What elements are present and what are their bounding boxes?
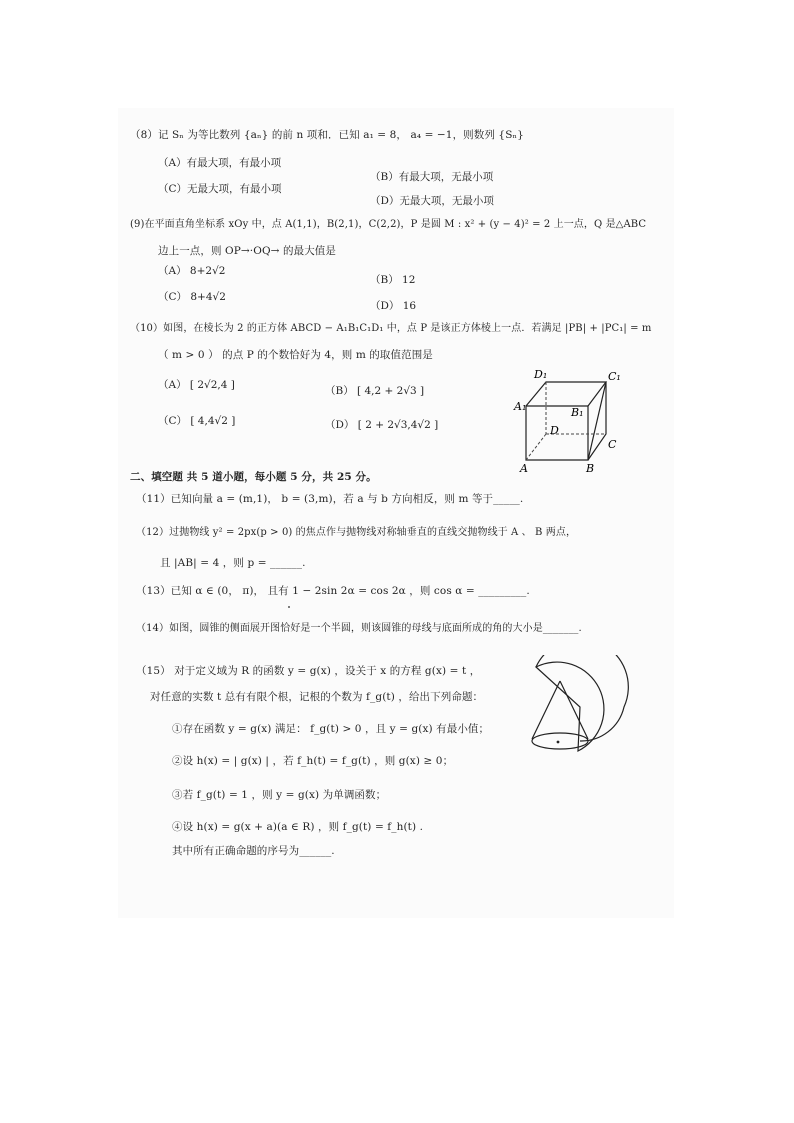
cone-base xyxy=(532,733,588,749)
q15-item2: ②设 h(x) = | g(x) | ，若 f_h(t) = f_g(t) ，则 g(x) ≥ 0； xyxy=(172,755,454,767)
q9-stem-line1: (9)在平面直角坐标系 xOy 中，点 A(1,1)，B(2,1)，C(2,2)，P 是圆 M : x² + (y − 4)² = 2 上一点，Q 是△ABC xyxy=(130,219,647,230)
q9-option-b: （B） 12 xyxy=(370,274,416,286)
q8-option-b: （B）有最大项，无最小项 xyxy=(370,171,494,183)
q10-option-a: （A） [ 2√2,4 ] xyxy=(158,379,235,391)
q10-option-d: （D） [ 2 + 2√3,4√2 ] xyxy=(325,419,439,431)
q10-option-c: （C） [ 4,4√2 ] xyxy=(158,415,236,427)
sector-shape xyxy=(536,662,604,751)
label-c1: C₁ xyxy=(608,370,621,383)
q12-line1: （12）过抛物线 y² = 2px(p > 0) 的焦点作与抛物线对称轴垂直的直线交抛物线于 A 、 B 两点， xyxy=(136,527,577,538)
q11: （11）已知向量 a = (m,1)， b = (3,m)，若 a 与 b 方向相反，则 m 等于_____. xyxy=(136,493,524,505)
q9-stem-line2: 边上一点，则 OP→·OQ→ 的最大值是 xyxy=(158,245,336,257)
q8-stem: （8）记 Sₙ 为等比数列 {aₙ} 的前 n 项和．已知 a₁ = 8， a₄ = −1，则数列 {Sₙ} xyxy=(130,129,524,141)
label-a: A xyxy=(520,462,528,475)
q13: （13）已知 α ∈ (0， π)， 且有 1 − 2sin 2α = cos 2α ，则 cos α = _________. xyxy=(136,585,530,597)
q15-answer: 其中所有正确命题的序号为______. xyxy=(172,845,335,857)
label-b1: B₁ xyxy=(571,406,584,419)
q14: （14）如图，圆锥的侧面展开图恰好是一个半圆，则该圆锥的母线与底面所成的角的大小是_______. xyxy=(136,623,582,634)
q8-option-d: （D）无最大项，无最小项 xyxy=(370,195,494,207)
q9-option-d: （D） 16 xyxy=(370,300,417,312)
section-2-heading: 二、填空题 共 5 道小题，每小题 5 分，共 25 分。 xyxy=(130,471,377,483)
q15-item3: ③若 f_g(t) = 1 ，则 y = g(x) 为单调函数； xyxy=(172,789,387,801)
label-b: B xyxy=(586,462,595,475)
q9-option-c: （C） 8+4√2 xyxy=(158,291,226,303)
stray-dot xyxy=(288,606,290,608)
q15-line1: （15） 对于定义域为 R 的函数 y = g(x) ，设关于 x 的方程 g(x) = t ， xyxy=(136,665,481,677)
q15-item4: ④设 h(x) = g(x + a)(a ∈ R) ，则 f_g(t) = f_h(t) . xyxy=(172,821,424,833)
label-a1: A₁ xyxy=(514,400,527,413)
q15-item1: ①存在函数 y = g(x) 满足： f_g(t) > 0 ，且 y = g(x) 有最小值； xyxy=(172,723,490,735)
cube-figure xyxy=(508,368,624,478)
q12-line2: 且 |AB| = 4 ，则 p = ______. xyxy=(160,557,306,569)
cone-center-dot xyxy=(557,741,560,744)
q15-line2: 对任意的实数 t 总有有限个根，记根的个数为 f_g(t) ，给出下列命题： xyxy=(150,691,484,703)
q10-option-b: （B） [ 4,2 + 2√3 ] xyxy=(325,385,425,397)
cone-sector-figure xyxy=(520,655,640,760)
q10-stem-line1: （10）如图，在棱长为 2 的正方体 ABCD − A₁B₁C₁D₁ 中，点 P 是该正方体棱上一点．若满足 |PB| + |PC₁| = m xyxy=(130,323,652,334)
q8-option-a: （A）有最大项，有最小项 xyxy=(158,157,282,169)
q8-option-c: （C）无最大项，有最小项 xyxy=(158,183,282,195)
label-c: C xyxy=(608,438,617,451)
label-d: D xyxy=(550,424,559,437)
q9-option-a: （A） 8+2√2 xyxy=(158,265,226,277)
q10-stem-line2: （ m > 0 ） 的点 P 的个数恰好为 4，则 m 的取值范围是 xyxy=(158,349,433,361)
label-d1: D₁ xyxy=(534,368,548,381)
